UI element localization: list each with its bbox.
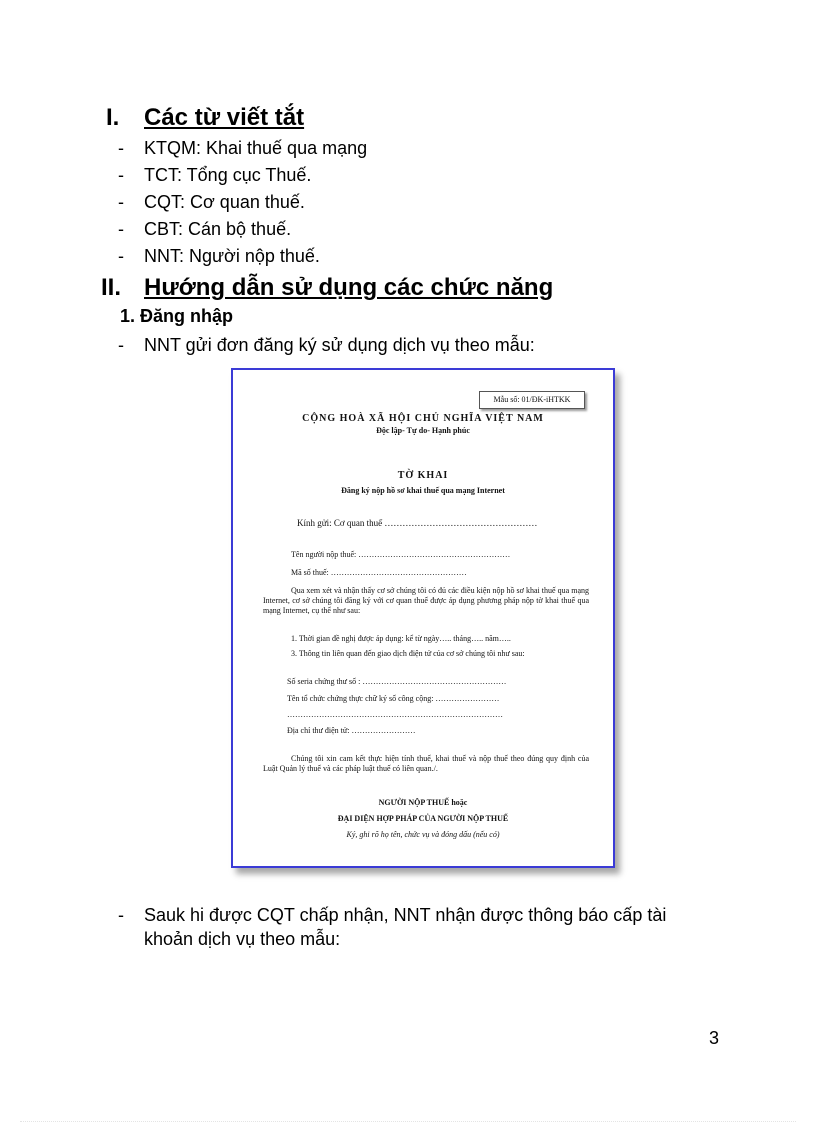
form-signer-2: ĐẠI DIỆN HỢP PHÁP CỦA NGƯỜI NỘP THUẾ: [337, 814, 509, 823]
form-code-box: Mẫu số: 01/ĐK-iHTKK: [479, 391, 585, 409]
section-2-heading: [101, 274, 553, 302]
list-item: TCT: Tổng cục Thuế.: [144, 165, 312, 185]
list-bullet: -: [118, 219, 124, 239]
list-bullet: -: [118, 138, 124, 158]
instruction-1: [0, 334, 816, 360]
form-signer-1: NGƯỜI NỘP THUẾ hoặc: [378, 798, 468, 807]
form-signer-note: Ký, ghi rõ họ tên, chức vụ và đóng dấu (nếu có): [346, 830, 500, 839]
instruction-2-line-2: khoản dịch vụ theo mẫu:: [144, 929, 341, 949]
form-title: TỜ KHAI: [397, 470, 449, 481]
form-tax-code: Mã số thuế: ……………………………………………: [291, 568, 467, 577]
instruction-1-text: NNT gửi đơn đăng ký sử dụng dịch vụ theo mẫu:: [144, 335, 535, 355]
section-1-heading: [106, 104, 304, 132]
list-item: NNT: Người nộp thuế.: [144, 246, 320, 266]
form-email: Địa chỉ thư điện tử: ……………………: [287, 726, 416, 735]
section-2-title: Hướng dẫn sử dụng các chức năng: [144, 274, 554, 301]
form-org: Tên tổ chức chứng thực chữ ký số công cộng: ……………………: [287, 694, 500, 703]
list-bullet: -: [118, 905, 124, 925]
list-item: KTQM: Khai thuế qua mạng: [144, 138, 368, 158]
form-paragraph-1: Qua xem xét và nhận thấy cơ sở chúng tôi có đủ các điều kiện nộp hồ sơ khai thuế qua mạng Internet, cơ sở chúng tôi đăng ký với cơ quan thuế được áp dụng phương pháp nộp tờ khai thuế qua mạng Internet, cụ thể như sau:: [263, 586, 589, 615]
section-1-numeral: I.: [106, 104, 120, 131]
registration-form-image: [231, 368, 615, 868]
form-motto: Độc lập- Tự do- Hạnh phúc: [376, 426, 470, 435]
list-bullet: -: [118, 335, 124, 355]
form-taxpayer-name: Tên người nộp thuế: …………………………………………………: [291, 550, 511, 559]
form-paragraph-2: Chúng tôi xin cam kết thực hiện tính thuế, khai thuế và nộp thuế theo đúng quy định của Luật Quản lý thuế và các pháp luật thuế có liên quan./.: [263, 754, 589, 773]
form-subtitle: Đăng ký nộp hồ sơ khai thuế qua mạng Internet: [341, 486, 505, 495]
form-country: CỘNG HOÀ XÃ HỘI CHỦ NGHĨA VIỆT NAM: [302, 413, 544, 424]
instruction-2-line-1: Sauk hi được CQT chấp nhận, NNT nhận được thông báo cấp tài: [144, 905, 667, 925]
instruction-2: [0, 904, 816, 956]
section-2-numeral: II.: [101, 274, 122, 301]
form-dots: ………………………………………………………………………: [287, 710, 503, 719]
list-item: CBT: Cán bộ thuế.: [144, 219, 292, 239]
list-bullet: -: [118, 192, 124, 212]
section-1-title: Các từ viết tắt: [144, 104, 305, 131]
abbreviation-list: [0, 137, 816, 267]
list-bullet: -: [118, 165, 124, 185]
list-item: CQT: Cơ quan thuế.: [144, 192, 305, 212]
form-addressee: Kính gửi: Cơ quan thuế ……………………………………………: [297, 518, 538, 528]
form-serial: Số seria chứng thư số : ………………………………………………: [287, 677, 507, 686]
form-item-1: 1. Thời gian đề nghị được áp dụng: kể từ ngày….. tháng….. năm…..: [291, 634, 511, 643]
subsection-login: 1. Đăng nhập: [120, 306, 234, 326]
form-item-3: 3. Thông tin liên quan đến giao dịch điện tử của cơ sở chúng tôi như sau:: [291, 649, 525, 658]
page-bottom-edge: [20, 1121, 796, 1122]
list-bullet: -: [118, 246, 124, 266]
page-number: 3: [709, 1028, 720, 1048]
